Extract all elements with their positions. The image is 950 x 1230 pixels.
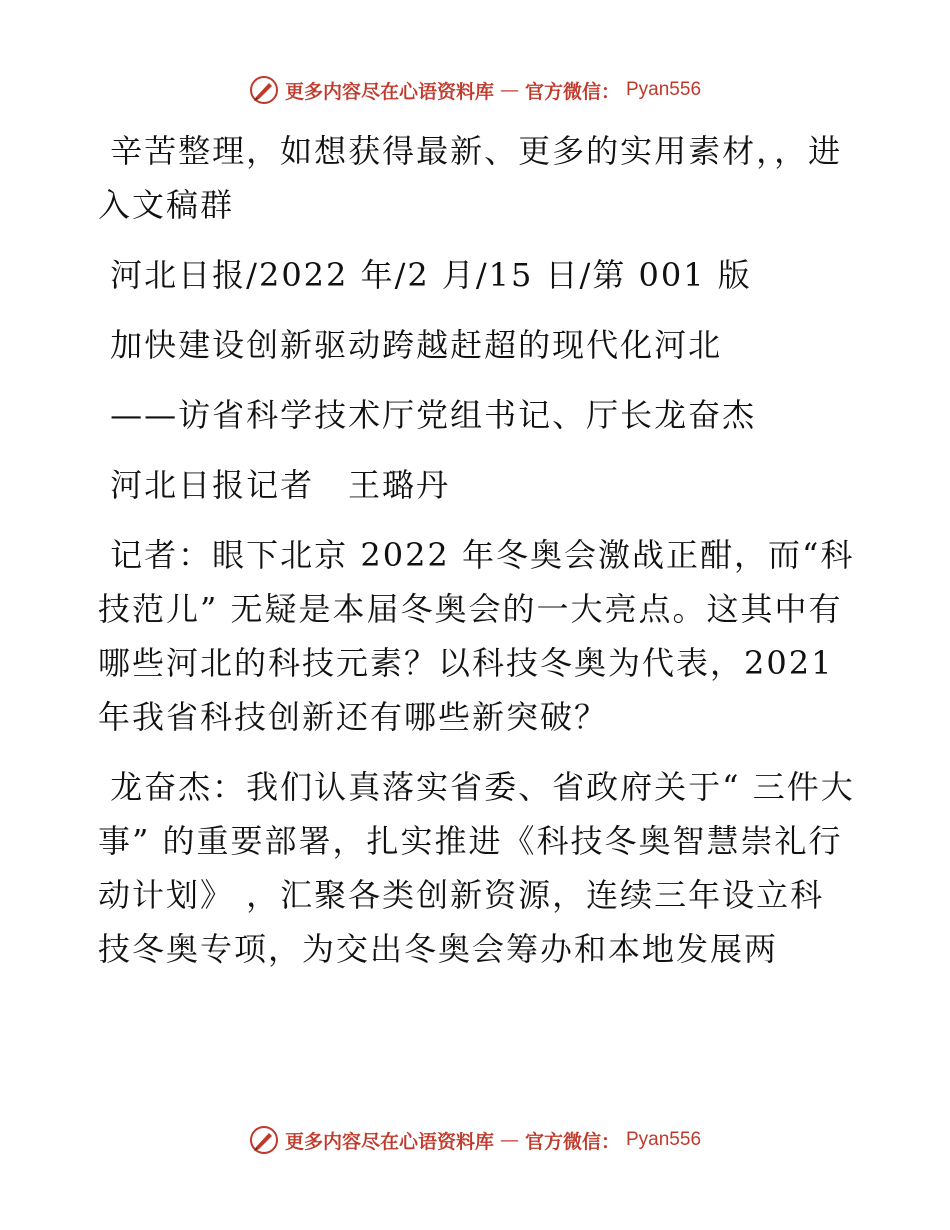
footer-banner [0,1120,950,1160]
interviewee-answer: 龙奋杰：我们认真落实省委、省政府关于“ 三件大事” 的重要部署，扎实推进《科技冬奥智慧崇礼行动计划》 ，汇聚各类创新资源，连续三年设立科技冬奥专项，为交出冬奥会筹办和本地发展两 [98,768,855,968]
banner-wechat-label: 官方微信： [524,1130,620,1153]
article-title: 加快建设创新驱动跨越赶超的现代化河北 [98,326,723,364]
article-subtitle: ——访省科学技术厅党组书记、厅长龙奋杰 [98,396,757,434]
banner-title: 更多内容尽在心语资料库 [284,1130,494,1153]
pen-logo-icon [249,75,279,105]
intro-paragraph: 辛苦整理，如想获得最新、更多的实用素材，，进入文稿群 [98,132,843,224]
banner-separator: — [499,79,519,101]
reporter-question: 记者：眼下北京 2022 年冬奥会激战正酣，而“科技范儿” 无疑是本届冬奥会的一大亮点。这其中有哪些河北的科技元素？以科技冬奥为代表，2021 年我省科技创新还有哪些新突破？ [98,536,855,736]
banner-separator: — [499,1129,519,1151]
document-body [98,124,858,992]
banner-wechat-id: Pyan556 [626,1129,702,1150]
banner-wechat-id: Pyan556 [626,79,702,100]
source-line: 河北日报/2022 年/2 月/15 日/第 001 版 [98,256,752,294]
header-banner [0,70,950,110]
pen-logo-icon [249,1125,279,1155]
banner-title: 更多内容尽在心语资料库 [284,80,494,103]
banner-wechat-label: 官方微信： [524,80,620,103]
byline: 河北日报记者 王璐丹 [98,466,451,504]
